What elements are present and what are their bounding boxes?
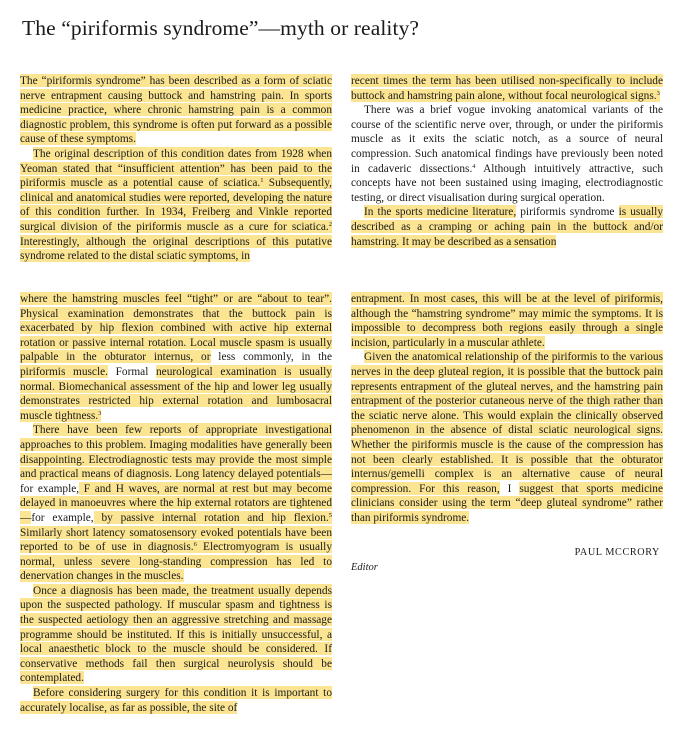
author-role: Editor (351, 562, 378, 573)
reference-marker: 4 (472, 162, 476, 170)
reference-marker: 3 (656, 89, 660, 97)
paragraph: The “piriformis syndrome” has been described as a form of sciatic nerve entrapment causing buttock and hamstring pain. In sports medicine practice, where chronic hamstring pain is a common diagnostic problem, this syndrome is often put forward as a possible cause of these symptoms. (20, 75, 332, 146)
paragraph: entrapment. In most cases, this will be at the level of piriformis, although the “hamstring syndrome” may mimic the symptoms. It is impossible to decompress both regions easily through a single incision, particularly in a muscular athlete. (351, 293, 663, 349)
paragraph: Before considering surgery for this condition it is important to accurately localise, as far as possible, the site of (20, 687, 332, 714)
reference-marker: 1 (260, 177, 264, 185)
paragraph: Given the anatomical relationship of the piriformis to the various nerves in the deep gluteal region, it is possible that the buttock pain represents entrapment of the gluteal nerves, and the hamstring pain entrapment of the posterior cutaneous nerve of the thigh rather than the sciatic nerve alone. This would explain the clinically observed phenomenon in the absence of distal sciatic neurological signs. Whether the piriformis muscle is the cause of the compression has not been clearly established. It is possible that the obturator internus/gemelli complex is an alternative cause of neural compression. For this reason, I suggest that sports medicine clinicians consider using the term “deep gluteal syndrome” rather than piriformis syndrome. (351, 351, 664, 524)
paragraph: There was a brief vogue invoking anatomical variants of the course of the scientific nerve over, through, or under the piriformis muscle as it exits the sciatic notch, as a source of neural compression. Such anatomical findings have previously been noted in cadaveric dissections.$^4$ Although intuitively attractive, such concepts have not been sustained using imaging, electrodiagnostic testing, or direct visualisation during surgical operation. (351, 104, 663, 204)
paragraph: The original description of this condition dates from 1928 when Yeoman stated that “insufficient attention” has been paid to the piriformis muscle as a potential cause of sciatica.$^1$ Subsequently, clinical and anatomical studies were reported, developing the nature of this condition further. In 1934, Freiberg and Vinkle reported surgical division of the piriformis muscle as a cure for sciatica.$^2$ Interestingly, although the original descriptions of this putative syndrome related to the distal sciatic symptoms, in (20, 147, 332, 263)
column-2-bottom (351, 292, 663, 526)
author-signature: PAUL MCCRORY (574, 547, 660, 558)
reference-marker: 5 (328, 511, 332, 519)
article-title: The “piriformis syndrome”—myth or reality? (22, 16, 420, 40)
paragraph: where the hamstring muscles feel “tight” or are “about to tear”. Physical examination demonstrates that the buttock pain is exacerbated by hip flexion combined with active hip external rotation or passive internal rotation. Local muscle spasm is usually palpable in the obturator internus, or less commonly, in the piriformis muscle. Formal neurological examination is usually normal. Biomechanical assessment of the hip and lower leg usually demonstrates restricted hip external rotation and lumbosacral muscle tightness.$^3$ (20, 293, 332, 422)
paragraph: Once a diagnosis has been made, the treatment usually depends upon the suspected pathology. If muscular spasm and tightness is the suspected aetiology then an aggressive stretching and massage programme should be instituted. If this is initially unsuccessful, a local anaesthetic block to the muscle should be considered. If conservative methods fail then surgical neurolysis should be contemplated. (20, 584, 332, 685)
paragraph: recent times the term has been utilised non-specifically to include buttock and hamstring pain alone, without focal neurological signs.$^3$ (351, 75, 663, 102)
reference-marker: 3 (98, 409, 102, 417)
column-1-top (20, 74, 332, 264)
paragraph: There have been few reports of appropriate investigational approaches to this problem. Imaging modalities have generally been disappointing. Electrodiagnostic tests may provide the most simple and practical means of diagnosis. Long latency delayed potentials—for example, F and H waves, are normal at rest but may become delayed in manoeuvres where the hip external rotators are tightened—for example, by passive internal rotation and hip flexion.$^5$ Similarly short latency somatosensory evoked potentials have been reported to be of use in diagnosis.$^6$ Electromyogram is usually normal, unless severe long-standing compression has led to denervation changes in the muscles. (20, 424, 332, 583)
reference-marker: 2 (328, 220, 332, 228)
paragraph: In the sports medicine literature, piriformis syndrome is usually described as a cramping or aching pain in the buttock and/or hamstring. It may be described as a sensation (351, 206, 663, 248)
reference-marker: 6 (193, 541, 197, 549)
column-2-top (351, 74, 663, 249)
column-1-bottom (20, 292, 332, 715)
